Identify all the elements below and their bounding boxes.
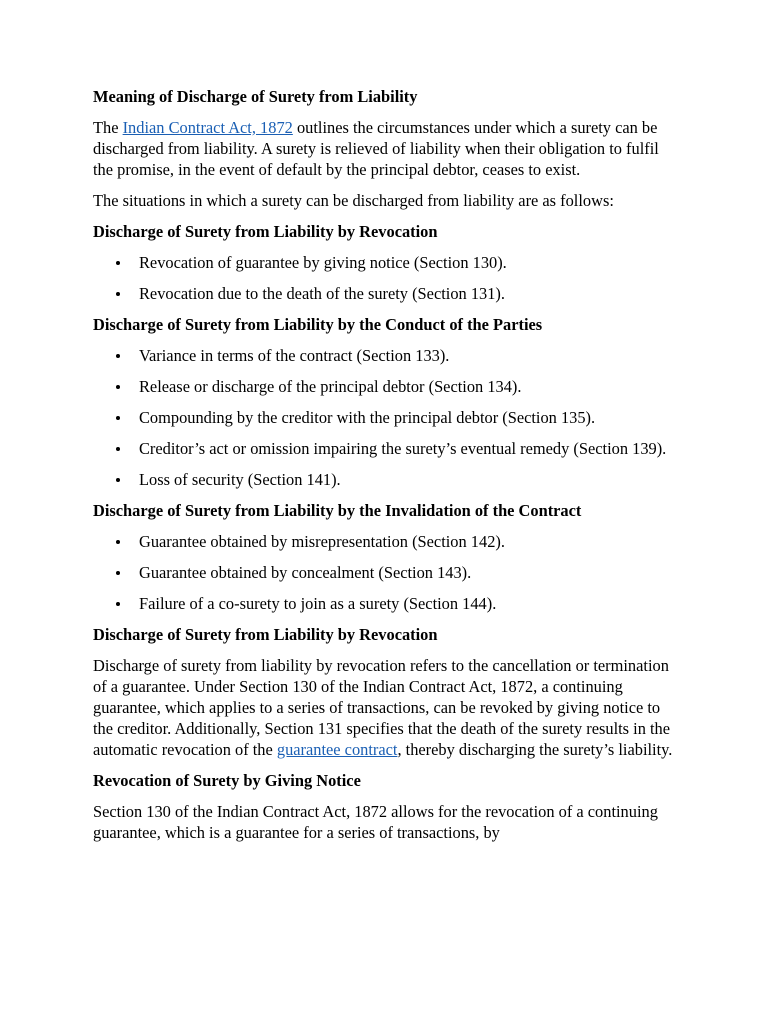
- guarantee-contract-link[interactable]: guarantee contract: [276, 740, 398, 759]
- intro-text-start: The: [93, 118, 123, 137]
- intro-text-end: outlines the circumstances under which a surety can be discharged from liability. A surety is relieved of liability when their obligation to fulfil the promise, in the event of default by the principal debtor, ceases to exist.: [93, 118, 659, 179]
- document-page: [93, 86, 678, 853]
- list-item: Loss of security (Section 141).: [139, 469, 678, 490]
- heading-notice: Revocation of Surety by Giving Notice: [93, 771, 361, 790]
- revocation-text-end: , thereby discharging the surety’s liability.: [397, 740, 673, 759]
- situations-paragraph: The situations in which a surety can be discharged from liability are as follows:: [93, 191, 614, 210]
- list-item: Variance in terms of the contract (Section 133).: [139, 345, 678, 366]
- heading-revocation-detail: Discharge of Surety from Liability by Revocation: [93, 625, 438, 644]
- list-item: Release or discharge of the principal debtor (Section 134).: [139, 376, 678, 397]
- revocation-list: [93, 252, 678, 304]
- intro-paragraph: [93, 117, 678, 180]
- heading-conduct: Discharge of Surety from Liability by the Conduct of the Parties: [93, 315, 543, 334]
- heading-invalidation: Discharge of Surety from Liability by the Invalidation of the Contract: [93, 501, 582, 520]
- revocation-detail-paragraph: [93, 655, 678, 760]
- invalidation-list: [93, 531, 678, 614]
- list-item: Compounding by the creditor with the principal debtor (Section 135).: [139, 407, 678, 428]
- list-item: Revocation due to the death of the surety (Section 131).: [139, 283, 678, 304]
- list-item: Creditor’s act or omission impairing the surety’s eventual remedy (Section 139).: [139, 438, 678, 459]
- revocation-text-start: Discharge of surety from liability by revocation refers to the cancellation or termination of a guarantee. Under Section 130 of the Indian Contract Act, 1872, a continuing guarantee, which applies to a series of transactions, can be revoked by giving notice to the creditor. Additionally, Section 131 specifies that the death of the surety results in the automatic revocation of the: [93, 656, 671, 759]
- heading-meaning: Meaning of Discharge of Surety from Liability: [93, 87, 418, 106]
- notice-paragraph: Section 130 of the Indian Contract Act, 1872 allows for the revocation of a continuing guarantee, which is a guarantee for a series of transactions, by: [93, 802, 658, 842]
- list-item: Guarantee obtained by misrepresentation (Section 142).: [139, 531, 678, 552]
- list-item: Guarantee obtained by concealment (Section 143).: [139, 562, 678, 583]
- indian-contract-act-link[interactable]: Indian Contract Act, 1872: [122, 118, 293, 137]
- conduct-list: [93, 345, 678, 490]
- list-item: Revocation of guarantee by giving notice (Section 130).: [139, 252, 678, 273]
- list-item: Failure of a co-surety to join as a surety (Section 144).: [139, 593, 678, 614]
- heading-revocation: Discharge of Surety from Liability by Revocation: [93, 222, 438, 241]
